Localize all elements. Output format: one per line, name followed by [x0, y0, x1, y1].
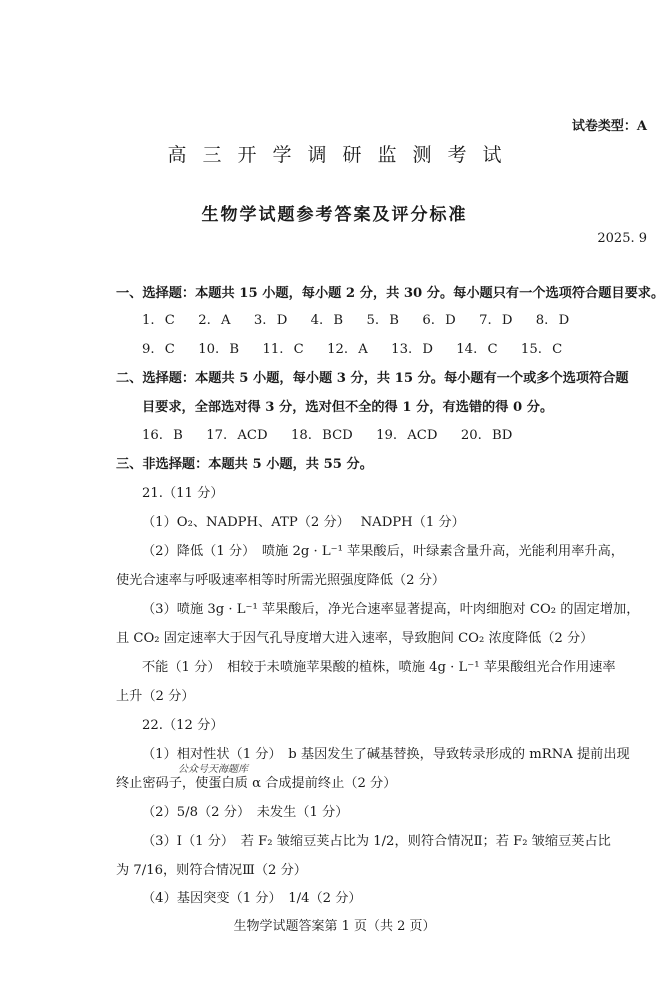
- q21-part3-line4: 上升（2 分）: [116, 689, 195, 704]
- section2-answers-row1: 16. B 17. ACD 18. BCD 19. ACD 20. BD: [142, 428, 513, 443]
- q22-header: 22.（12 分）: [142, 718, 224, 733]
- q21-part2-line2: 使光合速率与呼吸速率相等时所需光照强度降低（2 分）: [116, 573, 446, 588]
- q22-part1-line2: 终止密码子，使蛋白质 α 合成提前终止（2 分）: [116, 776, 397, 791]
- q21-part2-line1: （2）降低（1 分） 喷施 2g · L⁻¹ 苹果酸后，叶绿素含量升高，光能利用率升高，: [142, 544, 624, 559]
- q21-part1: （1）O₂、NADPH、ATP（2 分） NADPH（1 分）: [142, 515, 465, 530]
- section3-heading: 三、非选择题：本题共 5 小题，共 55 分。: [116, 457, 373, 472]
- section1-answers-row2: 9. C 10. B 11. C 12. A 13. D 14. C 15. C: [142, 342, 563, 357]
- doc-date: 2025. 9: [597, 231, 647, 246]
- watermark: 公众号天海题库: [178, 764, 248, 775]
- section1-answers-row1: 1. C 2. A 3. D 4. B 5. B 6. D 7. D 8. D: [142, 313, 570, 328]
- q22-part3-line2: 为 7/16，则符合情况Ⅲ（2 分）: [116, 863, 307, 878]
- q22-part4: （4）基因突变（1 分） 1/4（2 分）: [142, 891, 362, 906]
- q21-part3-line1: （3）喷施 3g · L⁻¹ 苹果酸后，净光合速率显著提高，叶肉细胞对 CO₂ 的固定增加，: [142, 602, 640, 617]
- section2-heading-line2: 目要求，全部选对得 3 分，选对但不全的得 1 分，有选错的得 0 分。: [142, 400, 554, 415]
- section2-heading-line1: 二、选择题：本题共 5 小题，每小题 3 分，共 15 分。每小题有一个或多个选项符合题: [116, 371, 629, 386]
- section1-heading: 一、选择题：本题共 15 小题，每小题 2 分，共 30 分。每小题只有一个选项符合题目要求。: [116, 286, 665, 301]
- page-footer: 生物学试题答案第 1 页（共 2 页）: [233, 919, 436, 934]
- q21-part3-line3: 不能（1 分） 相较于未喷施苹果酸的植株，喷施 4g · L⁻¹ 苹果酸组光合作用速率: [142, 660, 616, 675]
- paper-type: 试卷类型：A: [571, 119, 647, 134]
- doc-title: 生物学试题参考答案及评分标准: [201, 205, 468, 225]
- q22-part3-line1: （3）Ⅰ（1 分） 若 F₂ 皱缩豆荚占比为 1/2，则符合情况Ⅱ；若 F₂ 皱缩豆荚占比: [142, 834, 611, 849]
- q21-header: 21.（11 分）: [142, 486, 224, 501]
- q22-part1-line1: （1）相对性状（1 分） b 基因发生了碱基替换，导致转录形成的 mRNA 提前出现: [142, 747, 630, 762]
- q22-part2: （2）5/8（2 分） 未发生（1 分）: [142, 805, 349, 820]
- exam-title: 高三开学调研监测考试: [167, 144, 518, 166]
- q21-part3-line2: 且 CO₂ 固定速率大于因气孔导度增大进入速率，导致胞间 CO₂ 浓度降低（2 分）: [116, 631, 594, 646]
